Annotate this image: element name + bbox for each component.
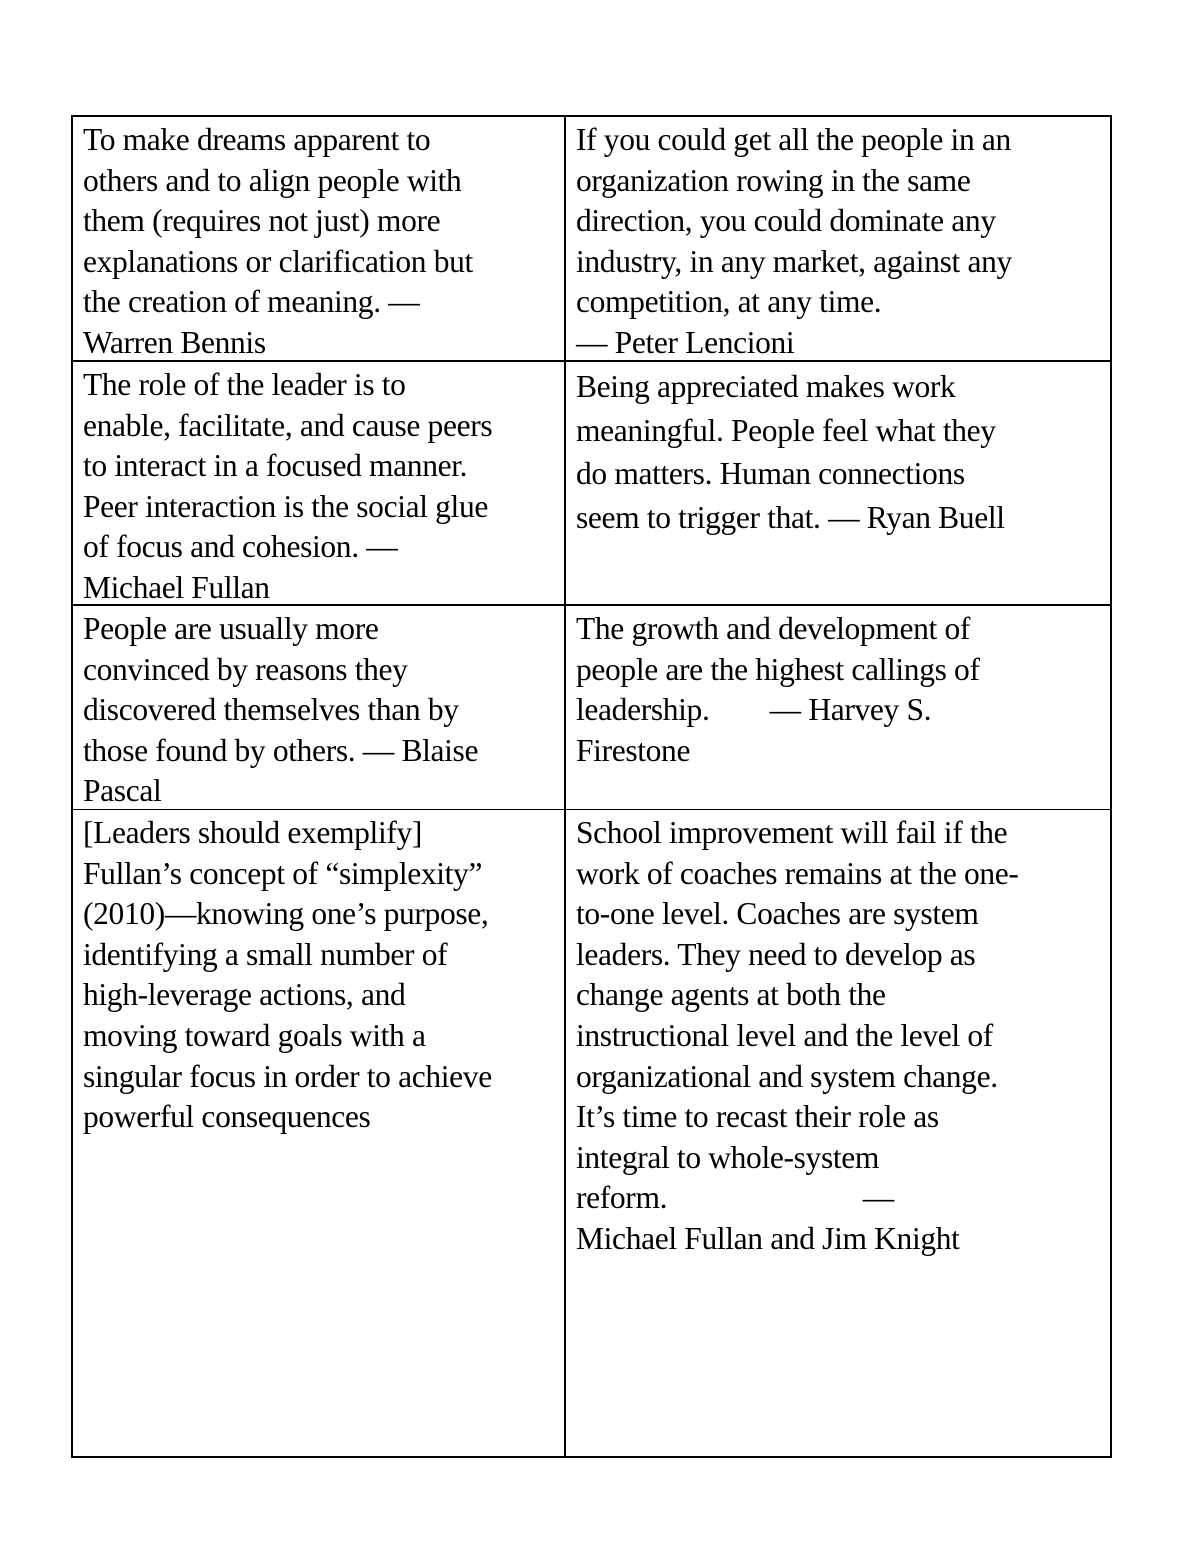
quote-cell-simplexity: [Leaders should exemplify] Fullan’s concept of “simplexity” (2010)—knowing one’s purpose, identifying a small number of high-leverage actions, and moving toward goals with a singular focus in order to achieve powerful consequences	[73, 810, 566, 1456]
quote-cell-peter-lencioni: If you could get all the people in an organization rowing in the same direction, you could dominate any industry, in any market, against any competition, at any time. — Peter Lencioni	[566, 117, 1112, 362]
quote-cell-ryan-buell: Being appreciated makes work meaningful. People feel what they do matters. Human connections seem to trigger that. — Ryan Buell	[566, 362, 1112, 606]
quote-cell-blaise-pascal: People are usually more convinced by reasons they discovered themselves than by those found by others. — Blaise Pascal	[73, 606, 566, 810]
quote-cell-warren-bennis: To make dreams apparent to others and to align people with them (requires not just) more explanations or clarification but the creation of meaning. — Warren Bennis	[73, 117, 566, 362]
quote-table	[71, 115, 1112, 1458]
quote-cell-fullan-knight: School improvement will fail if the work of coaches remains at the one- to-one level. Coaches are system leaders. They need to develop as change agents at both the instructional level and the level of organizational and system change. It’s time to recast their role as integral to whole-system reform. — Michael Fullan and Jim Knight	[576, 815, 1019, 1256]
quote-cell-harvey-firestone: The growth and development of people are the highest callings of leadership. — Harvey S. Firestone	[566, 606, 1112, 810]
quote-cell-michael-fullan: The role of the leader is to enable, facilitate, and cause peers to interact in a focused manner. Peer interaction is the social glue of focus and cohesion. — Michael Fullan	[73, 362, 566, 606]
